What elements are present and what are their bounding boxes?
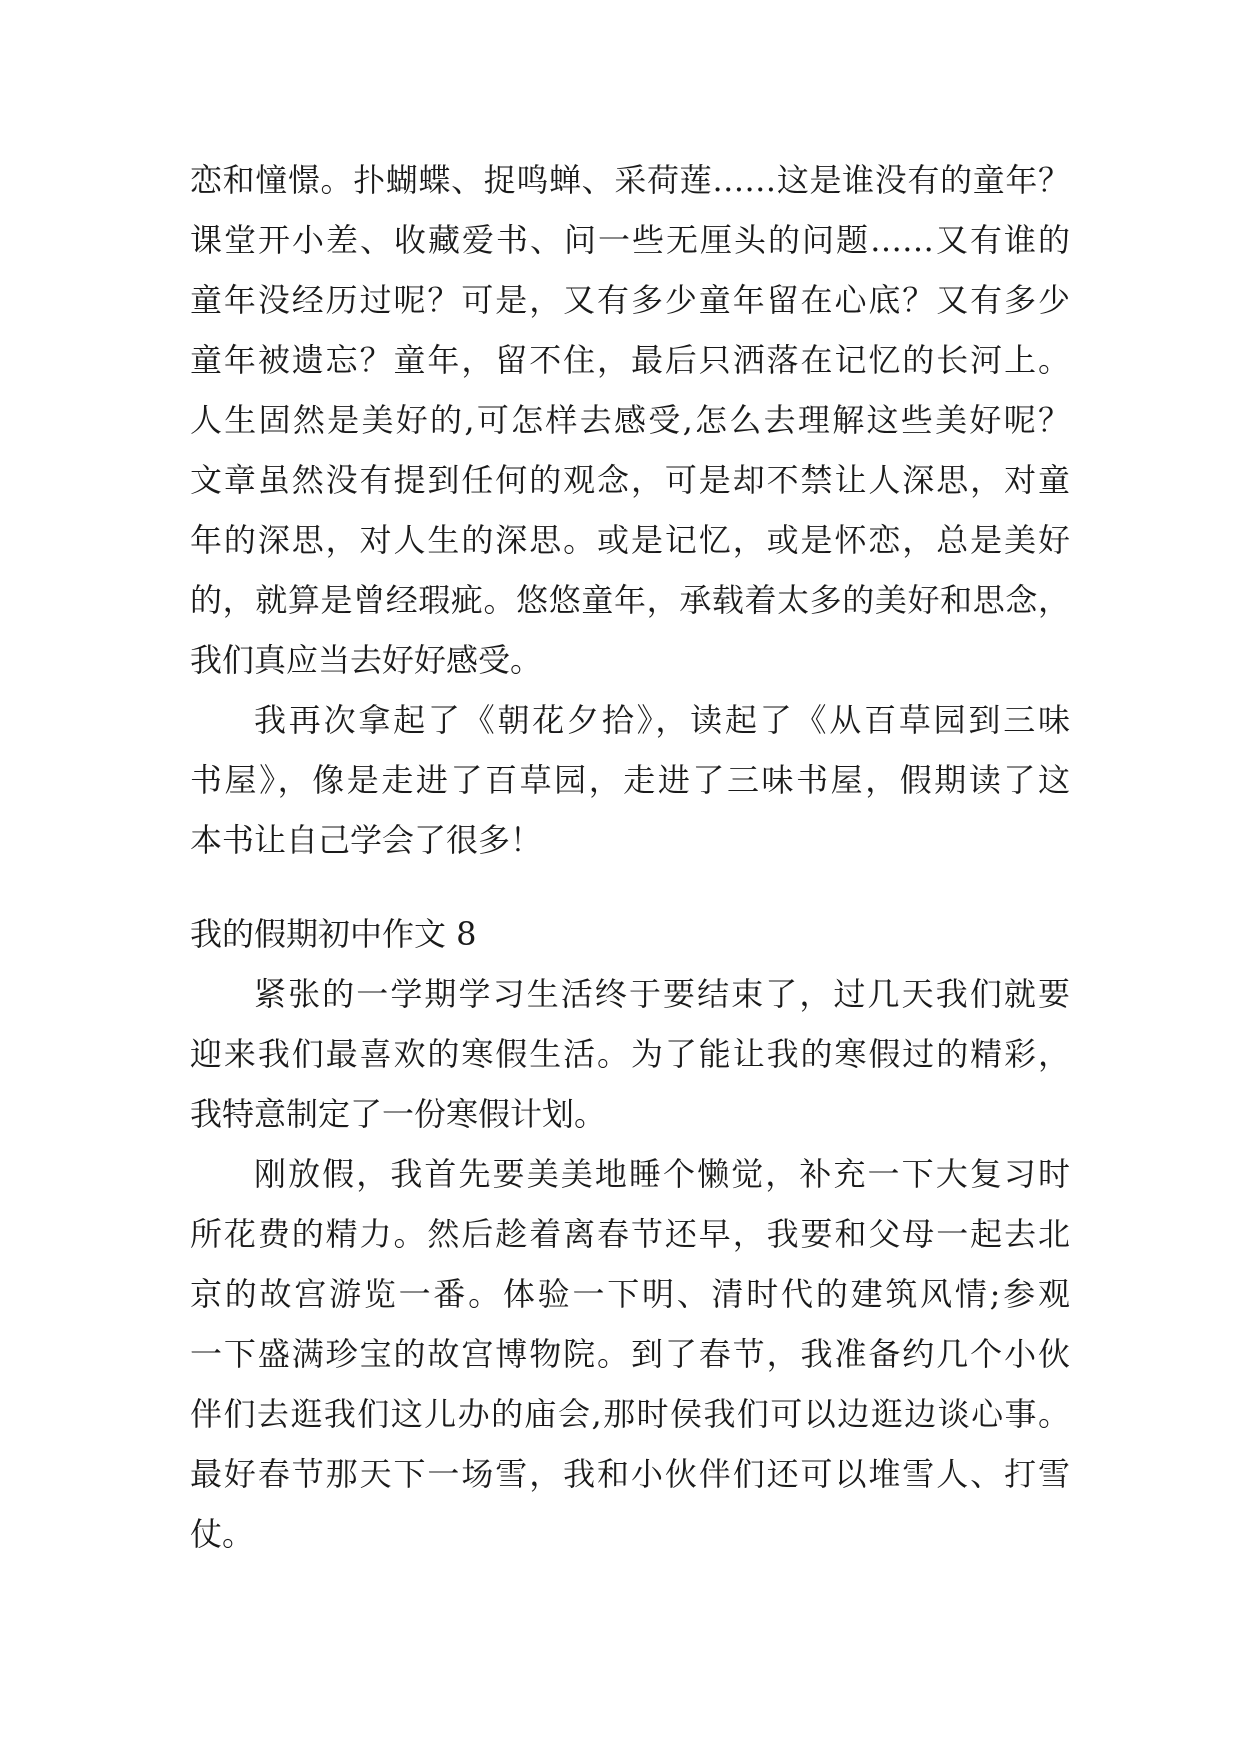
text-line: 紧张的一学期学习生活终于要结束了，过几天我们就要: [254, 975, 1070, 1013]
text-line: 京的故宫游览一番。体验一下明、清时代的建筑风情;参观: [190, 1275, 1070, 1313]
text-line: 恋和憧憬。扑蝴蝶、捉鸣蝉、采荷莲……这是谁没有的童年？: [190, 161, 1070, 199]
text-line: 一下盛满珍宝的故宫博物院。到了春节，我准备约几个小伙: [190, 1335, 1070, 1373]
text-line: 课堂开小差、收藏爱书、问一些无厘头的问题……又有谁的: [190, 221, 1070, 259]
text-line: 童年没经历过呢？可是，又有多少童年留在心底？又有多少: [190, 281, 1070, 319]
text-line: 所花费的精力。然后趁着离春节还早，我要和父母一起去北: [190, 1215, 1070, 1253]
text-line: 我再次拿起了《朝花夕拾》，读起了《从百草园到三味: [254, 701, 1070, 739]
text-line: 人生固然是美好的,可怎样去感受,怎么去理解这些美好呢？: [190, 401, 1070, 439]
text-line: 年的深思，对人生的深思。或是记忆，或是怀恋，总是美好: [190, 521, 1070, 559]
text-line: 的，就算是曾经瑕疵。悠悠童年，承载着太多的美好和思念，: [190, 581, 1070, 619]
paragraph-2: [190, 690, 1070, 870]
text-line: 我特意制定了一份寒假计划。: [190, 1095, 607, 1133]
text-line: 书屋》，像是走进了百草园，走进了三味书屋，假期读了这: [190, 761, 1070, 799]
text-line: 最好春节那天下一场雪，我和小伙伴们还可以堆雪人、打雪: [190, 1455, 1070, 1493]
text-line: 伴们去逛我们这儿办的庙会,那时侯我们可以边逛边谈心事。: [190, 1395, 1070, 1433]
text-line: 我们真应当去好好感受。: [190, 641, 543, 679]
paragraph-4: [190, 1144, 1070, 1564]
text-line: 刚放假，我首先要美美地睡个懒觉，补充一下大复习时: [254, 1155, 1070, 1193]
paragraph-3: [190, 964, 1070, 1144]
text-line: 本书让自己学会了很多！: [190, 821, 543, 859]
paragraph-1: [190, 150, 1070, 690]
section-a: [190, 150, 1070, 870]
section-heading: 我的假期初中作文 8: [190, 915, 477, 953]
section-b: [190, 904, 1070, 1564]
text-line: 文章虽然没有提到任何的观念，可是却不禁让人深思，对童: [190, 461, 1070, 499]
text-line: 童年被遗忘？童年，留不住，最后只洒落在记忆的长河上。: [190, 341, 1070, 379]
text-line: 迎来我们最喜欢的寒假生活。为了能让我的寒假过的精彩，: [190, 1035, 1070, 1073]
text-line: 仗。: [190, 1515, 255, 1553]
